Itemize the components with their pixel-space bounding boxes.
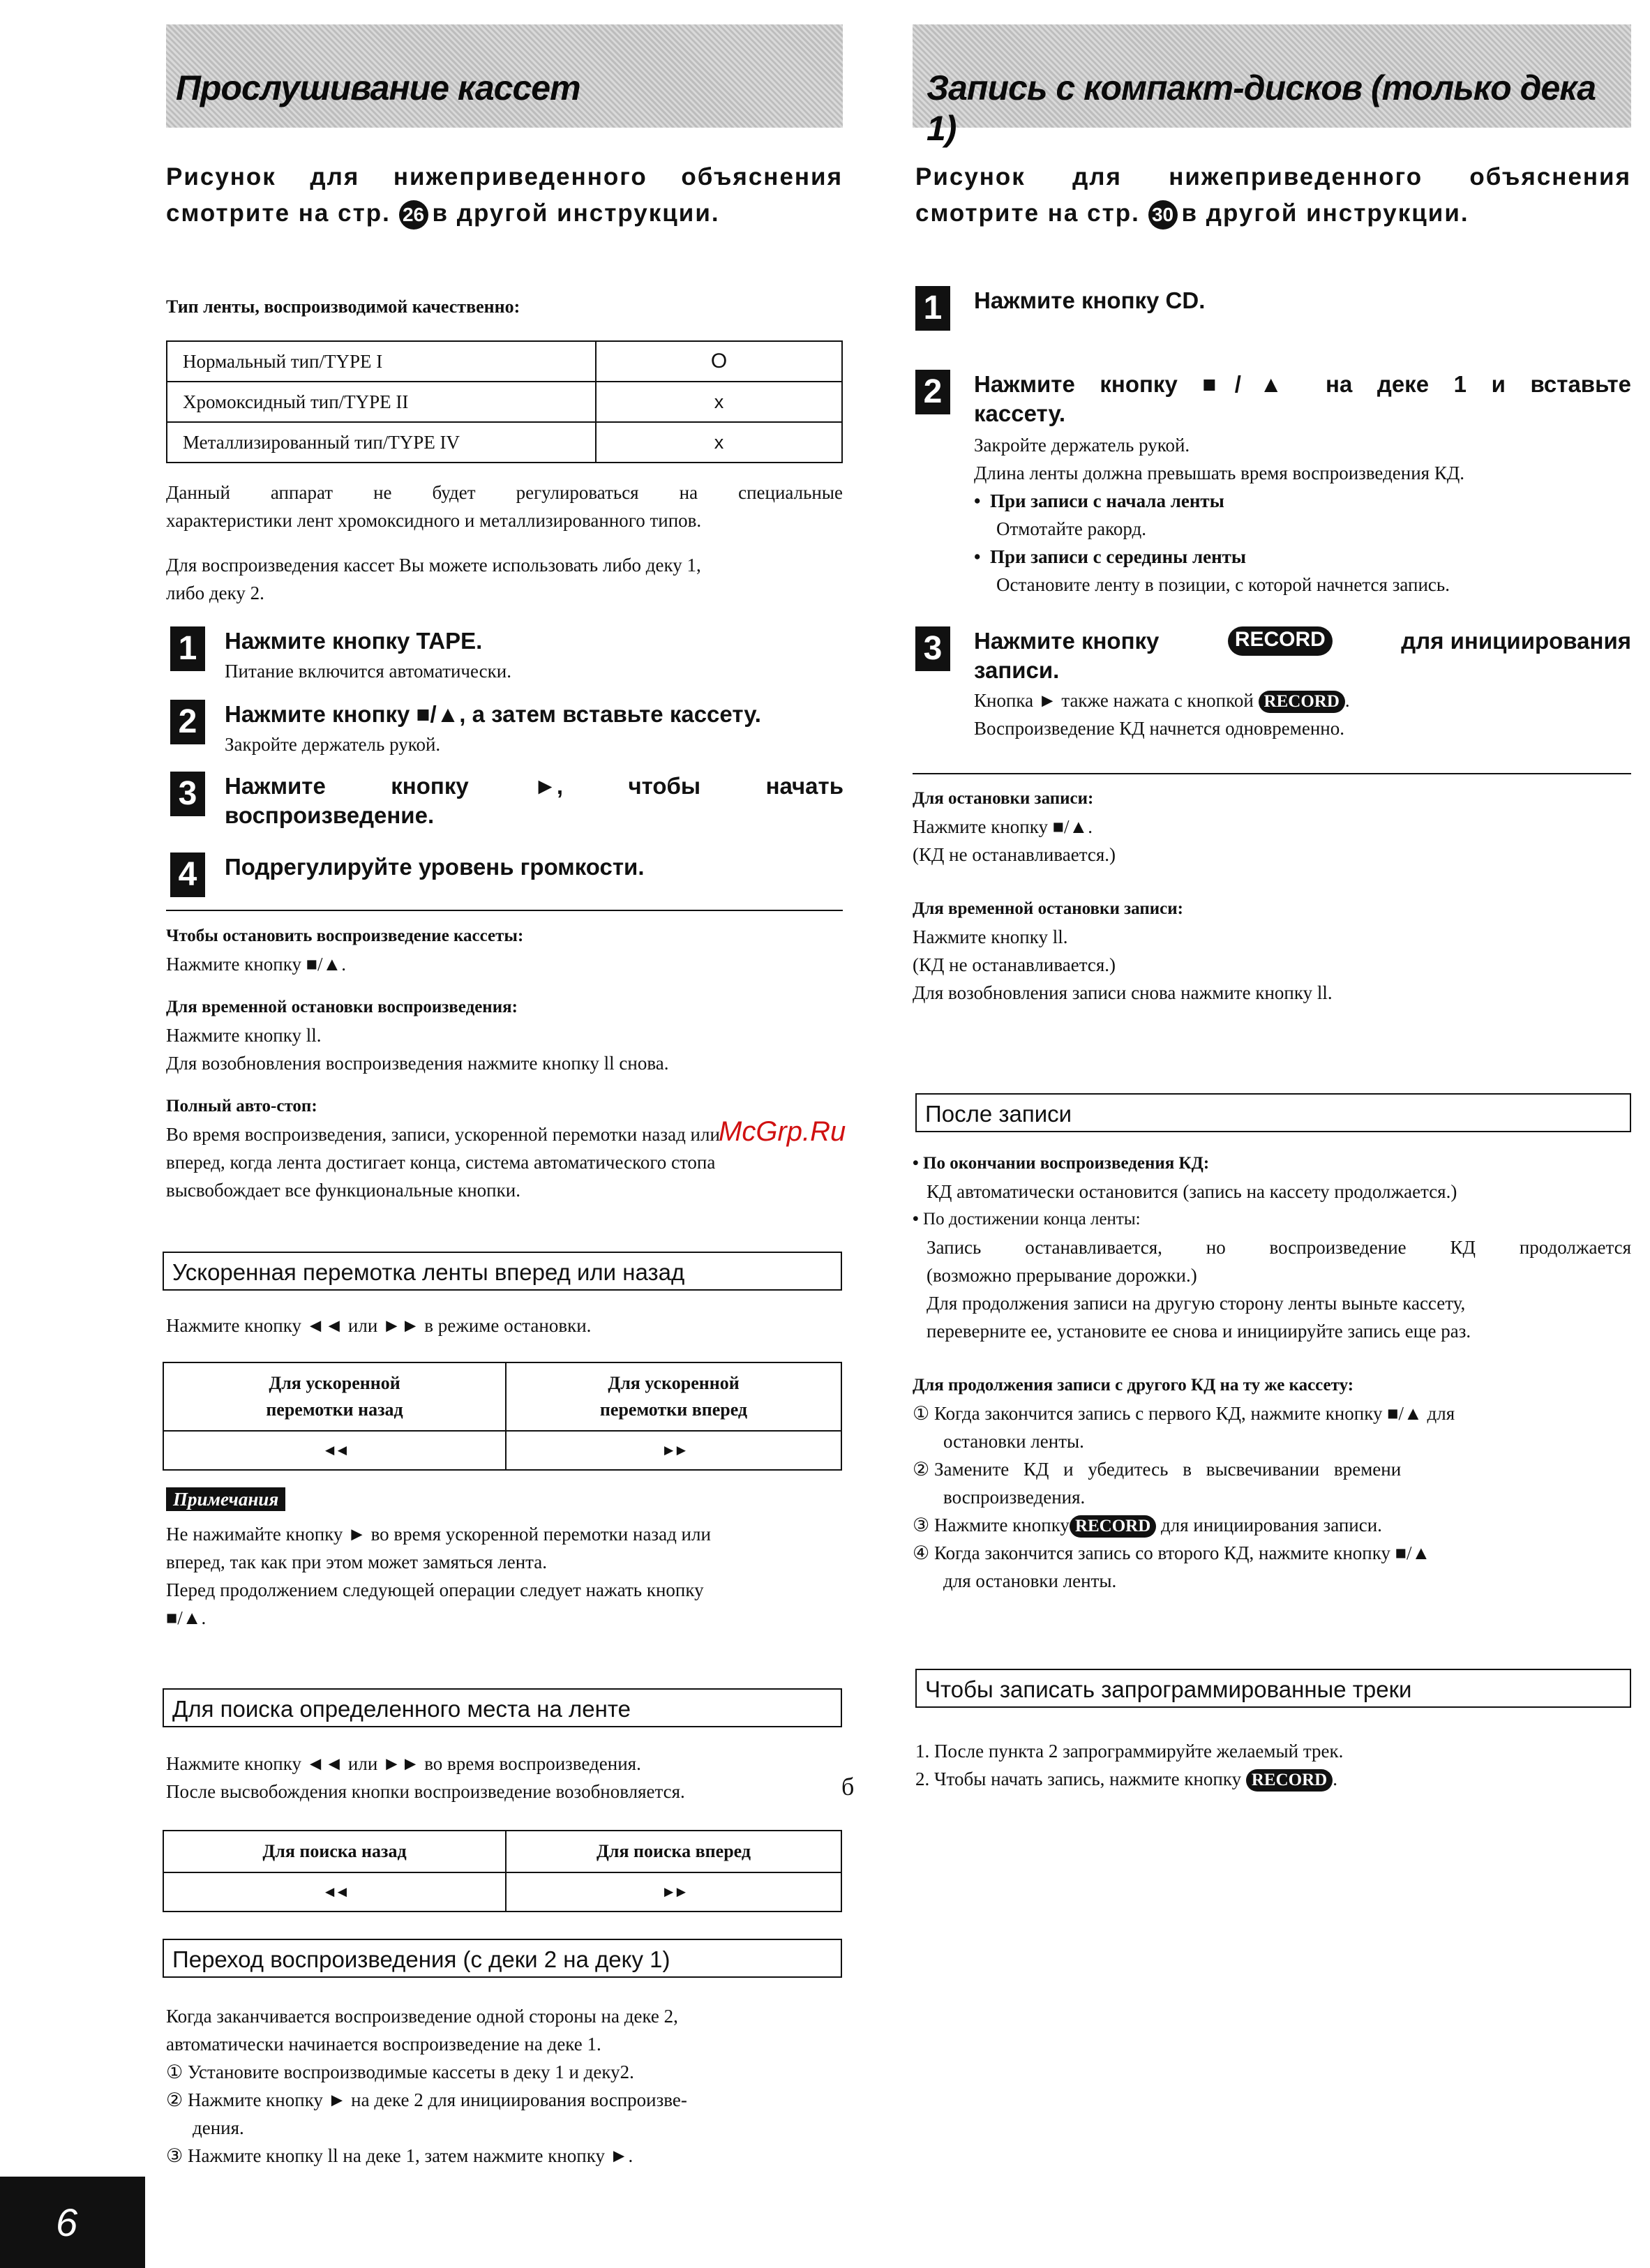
tape-type-cell: Металлизированный тип/TYPE IV	[167, 422, 596, 463]
step-number: 1	[170, 626, 205, 671]
notes-text: ■/▲.	[166, 1607, 207, 1628]
info-text: Нажмите кнопку ■/▲.	[166, 954, 346, 975]
step-text: Длина ленты должна превышать время воспроизведения КД.	[974, 463, 1465, 483]
continue-item-4-cont: для остановки ленты.	[943, 1570, 1117, 1591]
record-button-label: RECORD	[1259, 691, 1345, 713]
bullet-text: По окончании воспроизведения КД:	[923, 1154, 1210, 1173]
section-divider	[166, 910, 843, 911]
continue-item-1	[913, 1399, 1631, 1427]
rec-step-3	[915, 626, 1631, 745]
step-title-line2: записи.	[974, 657, 1060, 683]
left-intro-line2	[166, 195, 843, 232]
step-bullet-sub: Остановите ленту в позиции, с которой начнется запись.	[996, 574, 1450, 595]
list-number: 1.	[915, 1741, 930, 1762]
after-recording-heading: После записи	[915, 1093, 1631, 1132]
step-subtitle: Питание включится автоматически.	[225, 661, 511, 682]
list-number: ②	[166, 2089, 183, 2110]
info-heading: Для временной остановки записи:	[913, 899, 1183, 918]
left-intro-line1: Рисунок для нижеприведенного объяснения	[166, 163, 843, 190]
left-intro-pre: смотрите на стр.	[166, 200, 391, 227]
info-text: Для возобновления записи снова нажмите кнопку ll.	[913, 982, 1333, 1003]
step-number: 3	[170, 772, 205, 816]
forward-symbol: ►►	[506, 1431, 841, 1470]
info-text: (возможно прерывание дорожки.)	[927, 1265, 1197, 1286]
list-number: ①	[913, 1403, 930, 1424]
info-text: (КД не останавливается.)	[913, 954, 1116, 975]
step-title: Подрегулируйте уровень громкости.	[225, 854, 645, 880]
step-subtitle: Закройте держатель рукой.	[225, 734, 441, 755]
info-text: Нажмите кнопку ll.	[166, 1025, 322, 1046]
step-3	[170, 772, 843, 834]
notes-block	[166, 1489, 843, 1632]
site-watermark: McGrp.Ru	[719, 1116, 846, 1147]
step-title-line1: Нажмите кнопку ►, чтобы начать	[225, 773, 843, 799]
step-text: Кнопка ► также нажата с кнопкой RECORD .	[974, 686, 1350, 714]
right-intro-line1: Рисунок для нижеприведенного объяснения	[915, 163, 1631, 190]
step-title-line2: воспроизведение.	[225, 802, 435, 828]
info-text: Нажмите кнопку ■/▲.	[913, 816, 1093, 837]
step-4	[170, 853, 843, 901]
info-heading: Для временной остановки воспроизведения:	[166, 998, 518, 1016]
table-header-cell	[163, 1362, 506, 1431]
left-stop-info	[166, 922, 843, 1204]
step-number: 4	[170, 853, 205, 897]
list-text: Установите воспроизводимые кассеты в деку 1 и деку2.	[187, 2062, 634, 2082]
para-line: Для воспроизведения кассет Вы можете использовать либо деку 1,	[166, 555, 701, 576]
step-title: Нажмите кнопку TAPE.	[225, 628, 483, 654]
search-table	[163, 1830, 842, 1912]
step-text: Воспроизведение КД начнется одновременно.	[974, 718, 1344, 739]
record-button-label: RECORD	[1246, 1769, 1333, 1792]
left-intro	[166, 159, 843, 232]
relay-line: Когда заканчивается воспроизведение одной стороны на деке 2,	[166, 2006, 678, 2027]
step-text: Закройте держатель рукой.	[974, 435, 1190, 456]
left-section-banner	[166, 24, 843, 128]
after-bullet-1: • По окончании воспроизведения КД:	[913, 1154, 1210, 1173]
after-recording-info	[913, 1150, 1631, 1345]
left-para-2	[166, 551, 843, 607]
info-text: Для продолжения записи на другую сторону ленты выньте кассету,	[927, 1293, 1466, 1314]
left-para-1	[166, 479, 843, 534]
left-intro-post: в другой инструкции.	[432, 200, 720, 227]
section-divider	[913, 773, 1631, 774]
relay-heading: Переход воспроизведения (с деки 2 на деку 1)	[163, 1939, 842, 1978]
step-title-line2: кассету.	[974, 400, 1066, 426]
info-text: Для возобновления воспроизведения нажмите кнопку ll снова.	[166, 1053, 669, 1074]
step-number: 3	[915, 626, 950, 671]
tape-mark-cell: O	[596, 341, 842, 382]
notes-text: вперед, так как при этом может замяться лента.	[166, 1552, 548, 1572]
table-row	[163, 1831, 841, 1872]
list-number: ③	[913, 1515, 930, 1535]
right-intro-post: в другой инструкции.	[1181, 200, 1469, 227]
rec-step-1	[915, 286, 1631, 335]
step-title: Нажмите кнопку ■/▲, а затем вставьте кассету.	[225, 701, 761, 727]
step-number: 2	[915, 370, 950, 414]
page-ref-badge: 26	[399, 200, 428, 230]
left-section-title: Прослушивание кассет	[176, 68, 580, 107]
right-section-banner	[913, 24, 1631, 148]
forward-symbol: ►►	[506, 1872, 841, 1912]
list-text: После пункта 2 запрограммируйте желаемый трек.	[934, 1741, 1344, 1762]
info-text: КД автоматически остановится (запись на кассету продолжается.)	[927, 1181, 1457, 1202]
right-section-title: Запись с компакт-дисков (только дека 1)	[927, 68, 1596, 148]
info-heading: Для остановки записи:	[913, 789, 1094, 808]
step-title-part: Нажмите кнопку	[974, 628, 1160, 654]
step-2	[170, 700, 843, 763]
list-text: Нажмите кнопку ll на деке 1, затем нажмите кнопку ►.	[187, 2145, 633, 2166]
right-intro-pre: смотрите на стр.	[915, 200, 1140, 227]
tape-type-cell: Нормальный тип/TYPE I	[167, 341, 596, 382]
step-title-line1: Нажмите кнопку ■/▲ на деке 1 и вставьте	[974, 371, 1631, 397]
info-text: вперед, когда лента достигает конца, система автоматического стопа	[166, 1152, 716, 1173]
list-text: Нажмите кнопку ► на деке 2 для инициирования воспроизве-	[187, 2089, 687, 2110]
list-text: Чтобы начать запись, нажмите кнопку	[934, 1768, 1242, 1789]
info-text: Нажмите кнопку ll.	[913, 926, 1068, 947]
table-header-cell	[506, 1362, 841, 1431]
tape-mark-cell: x	[596, 422, 842, 463]
continue-item-2-cont: воспроизведения.	[943, 1487, 1086, 1508]
right-intro-line2	[915, 195, 1631, 232]
info-heading: Чтобы остановить воспроизведение кассеты:	[166, 926, 524, 945]
step-bullet: • При записи с начала ленты	[974, 490, 1224, 511]
continue-item-1-cont: остановки ленты.	[943, 1431, 1084, 1452]
right-stop-info	[913, 785, 1631, 1007]
step-text-part: Кнопка ► также нажата с кнопкой	[974, 690, 1254, 711]
stray-mark: б	[841, 1773, 855, 1801]
table-row	[167, 382, 842, 422]
header-line: перемотки вперед	[599, 1399, 748, 1420]
info-text: (КД не останавливается.)	[913, 844, 1116, 865]
info-text: переверните ее, установите ее снова и инициируйте запись еще раз.	[927, 1321, 1471, 1342]
list-number: 2.	[915, 1768, 930, 1789]
para-line: Данный аппарат не будет регулироваться на специальные	[166, 482, 843, 503]
right-intro	[915, 159, 1631, 232]
list-text: для инициирования записи.	[1161, 1515, 1382, 1535]
info-heading: Полный авто-стоп:	[166, 1097, 317, 1116]
para-line: характеристики лент хромоксидного и металлизированного типов.	[166, 510, 702, 531]
bullet-text: При записи с середины ленты	[989, 546, 1246, 567]
list-text: Нажмите кнопку	[933, 1515, 1070, 1535]
continue-item-2	[913, 1455, 1631, 1483]
step-number: 2	[170, 700, 205, 744]
continue-item-3	[913, 1511, 1382, 1539]
bullet-text: По достижении конца ленты:	[923, 1210, 1141, 1229]
after-bullet-2: • По достижении конца ленты:	[913, 1210, 1141, 1229]
table-row	[163, 1872, 841, 1912]
relay-item-1	[166, 2058, 634, 2086]
header-line: Для ускоренной	[608, 1373, 740, 1393]
programmed-tracks-heading: Чтобы записать запрограммированные треки	[915, 1669, 1631, 1708]
list-number: ④	[913, 1542, 930, 1563]
list-text: Замените КД и убедитесь в высвечивании времени	[933, 1459, 1402, 1480]
relay-item-2	[166, 2086, 687, 2114]
rewind-symbol: ◄◄	[163, 1431, 506, 1470]
step-title: Нажмите кнопку CD.	[974, 287, 1206, 313]
ff-rewind-table	[163, 1362, 842, 1471]
rewind-symbol: ◄◄	[163, 1872, 506, 1912]
table-header-cell: Для поиска вперед	[506, 1831, 841, 1872]
search-line: После высвобождения кнопки воспроизведение возобновляется.	[166, 1781, 685, 1802]
programmed-item-2: 2. Чтобы начать запись, нажмите кнопку RECORD .	[915, 1765, 1337, 1793]
step-title-line1	[974, 626, 1631, 656]
info-text: высвобождает все функциональные кнопки.	[166, 1180, 520, 1201]
info-text: Во время воспроизведения, записи, ускоренной перемотки назад или	[166, 1124, 720, 1145]
record-button-label: RECORD	[1070, 1515, 1156, 1538]
step-1	[170, 626, 843, 689]
step-bullet-sub: Отмотайте ракорд.	[996, 518, 1146, 539]
table-header-cell: Для поиска назад	[163, 1831, 506, 1872]
relay-intro	[166, 2002, 843, 2058]
step-title-part: для инициирования	[1401, 628, 1631, 654]
list-number: ①	[166, 2062, 183, 2082]
table-row	[163, 1362, 841, 1431]
header-line: перемотки назад	[266, 1399, 403, 1420]
step-number: 1	[915, 286, 950, 331]
relay-item-2-cont: дения.	[193, 2117, 244, 2138]
list-number: ②	[913, 1459, 930, 1480]
relay-line: автоматически начинается воспроизведение на деке 1.	[166, 2034, 601, 2055]
rec-step-2	[915, 370, 1631, 607]
table-row	[167, 341, 842, 382]
relay-item-3	[166, 2142, 633, 2170]
info-text: Запись останавливается, но воспроизведение КД продолжается	[927, 1237, 1631, 1258]
page-number: 6	[0, 2177, 145, 2268]
bullet-text: При записи с начала ленты	[989, 490, 1224, 511]
ff-rewind-text: Нажмите кнопку ◄◄ или ►► в режиме остановки.	[166, 1315, 592, 1336]
tape-type-table	[166, 340, 843, 463]
notes-text: Перед продолжением следующей операции следует нажать кнопку	[166, 1579, 704, 1600]
continue-item-4	[913, 1539, 1631, 1567]
step-bullet: • При записи с середины ленты	[974, 546, 1246, 567]
tape-type-cell: Хромоксидный тип/TYPE II	[167, 382, 596, 422]
ff-rewind-heading: Ускоренная перемотка ленты вперед или назад	[163, 1252, 842, 1291]
list-number: ③	[166, 2145, 183, 2166]
record-button-label: RECORD	[1228, 626, 1333, 656]
para-line: либо деку 2.	[166, 583, 264, 603]
tape-mark-cell: x	[596, 382, 842, 422]
continue-heading: Для продолжения записи с другого КД на ту же кассету:	[913, 1376, 1354, 1395]
tape-type-caption: Тип ленты, воспроизводимой качественно:	[166, 296, 520, 317]
notes-label: Примечания	[166, 1487, 285, 1511]
list-text: Когда закончится запись с первого КД, нажмите кнопку ■/▲ для	[933, 1403, 1455, 1424]
notes-text: Не нажимайте кнопку ► во время ускоренной перемотки назад или	[166, 1524, 711, 1545]
search-text	[166, 1750, 685, 1805]
search-heading: Для поиска определенного места на ленте	[163, 1688, 842, 1727]
page-ref-badge: 30	[1148, 200, 1178, 230]
table-row	[163, 1431, 841, 1470]
search-line: Нажмите кнопку ◄◄ или ►► во время воспроизведения.	[166, 1753, 641, 1774]
table-row	[167, 422, 842, 463]
list-text: Когда закончится запись со второго КД, нажмите кнопку ■/▲	[933, 1542, 1431, 1563]
programmed-item-1	[915, 1737, 1343, 1765]
header-line: Для ускоренной	[269, 1373, 400, 1393]
